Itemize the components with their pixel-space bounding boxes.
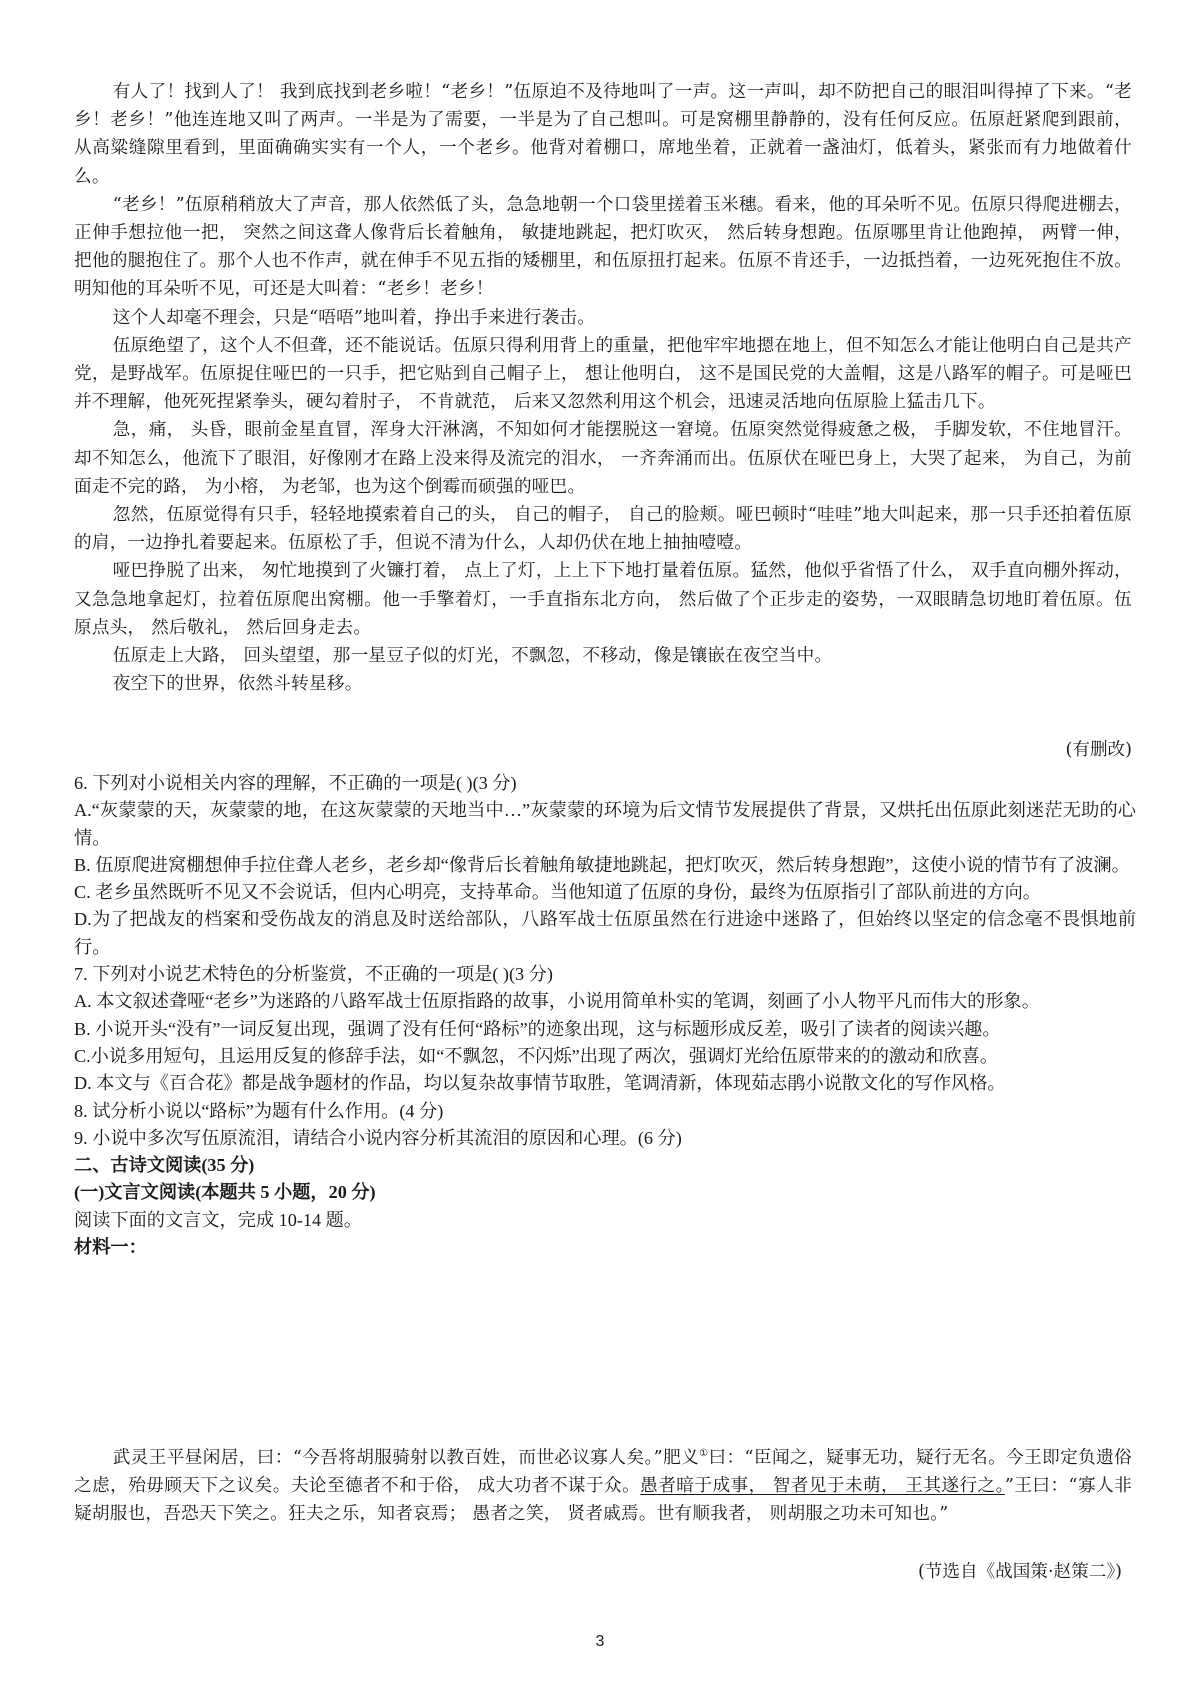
story-source-note: (有删改) bbox=[1065, 740, 1132, 760]
classical-text: ”王曰：“寡人非疑胡服也，吾恐天下笑之。狂夫之乐，知者哀焉； 愚者之笑， 贤者戚焉。世有顺我者， 则胡服之功未可知也。” bbox=[74, 1476, 1132, 1525]
story-paragraph: 这个人却毫不理会，只是“唔唔”地叫着，挣出手来进行袭击。 bbox=[112, 307, 596, 328]
question-7-option-b: B. 小说开头“没有”一词反复出现，强调了没有任何“路标”的迹象出现，这与标题形成反差，吸引了读者的阅读兴趣。 bbox=[74, 1018, 1001, 1039]
story-passage bbox=[74, 78, 1132, 698]
question-7-option-c: C.小说多用短句，且运用反复的修辞手法，如“不飘忽，不闪烁”出现了两次，强调灯光给伍原带来的的激动和欣喜。 bbox=[74, 1045, 999, 1066]
question-6-option-b: B. 伍原爬进窝棚想伸手拉住聋人老乡，老乡却“像背后长着触角敏捷地跳起，把灯吹灭，然后转身想跑”，这使小说的情节有了波澜。 bbox=[74, 854, 1130, 875]
story-paragraph: “老乡！”伍原稍稍放大了声音，那人依然低了头，急急地朝一个口袋里搓着玉米穗。看来，他的耳朵听不见。伍原只得爬进棚去，正伸手想拉他一把， 突然之间这聋人像背后长着触角， 敏捷地跳起，把灯吹灭， 然后转身想跑。伍原哪里肯让他跑掉， 两臂一伸，把他的腿抱住了。那个人也不作声，就在伸手不见五指的矮棚里，和伍原扭打起来。伍原不肯还手，一边抵挡着，一边死死抱住不放。明知他的耳朵听不见，可还是大叫着：“老乡！老乡！ bbox=[74, 194, 1132, 300]
story-paragraph: 哑巴挣脱了出来， 匆忙地摸到了火镰打着， 点上了灯，上上下下地打量着伍原。猛然，他似乎省悟了什么， 双手直向棚外挥动， 又急急地拿起灯，拉着伍原爬出窝棚。他一手擎着灯，一手直指东北方向， 然后做了个正步走的姿势，一双眼睛急切地盯着伍原。伍原点头， 然后敬礼， 然后回身走去。 bbox=[74, 561, 1132, 638]
question-list bbox=[74, 770, 1136, 1261]
classical-paragraph bbox=[74, 1440, 1132, 1528]
material-label: 材料一： bbox=[74, 1237, 147, 1258]
underlined-sentence: 愚者暗于成事， 智者见于未萌， 王其遂行之。 bbox=[640, 1476, 1005, 1497]
story-paragraph: 忽然，伍原觉得有只手，轻轻地摸索着自己的头， 自己的帽子， 自己的脸颊。哑巴顿时“哇哇”地大叫起来，那一只手还拍着伍原的肩，一边挣扎着要起来。伍原松了手，但说不清为什么，人却仍伏在地上抽抽噎噎。 bbox=[74, 505, 1132, 554]
question-6-option-a: A.“灰蒙蒙的天，灰蒙蒙的地，在这灰蒙蒙的天地当中…”灰蒙蒙的环境为后文情节发展提供了背景，又烘托出伍原此刻迷茫无助的心情。 bbox=[74, 800, 1136, 848]
footnote-marker: ① bbox=[699, 1448, 709, 1459]
story-paragraph: 夜空下的世界，依然斗转星移。 bbox=[112, 674, 363, 695]
question-7: 7. 下列对小说艺术特色的分析鉴赏，不正确的一项是( )(3 分) bbox=[74, 964, 553, 985]
subsection-heading: (一)文言文阅读(本题共 5 小题，20 分) bbox=[74, 1182, 376, 1203]
section-heading: 二、古诗文阅读(35 分) bbox=[74, 1155, 255, 1176]
story-paragraph: 有人了！找到人了！ 我到底找到老乡啦！“老乡！”伍原迫不及待地叫了一声。这一声叫，却不防把自己的眼泪叫得掉了下来。“老乡！老乡！”他连连地又叫了两声。一半是为了需要，一半是为了自己想叫。可是窝棚里静静的，没有任何反应。伍原赶紧爬到跟前，从高粱缝隙里看到，里面确确实实有一个人，一个老乡。他背对着棚口，席地坐着，正就着一盏油灯，低着头，紧张而有力地做着什么。 bbox=[74, 82, 1132, 187]
classical-text: 曰：“臣闻之，疑事无功，疑行无名。今王即定负遗俗之虑，殆毋顾天下之议矣。夫论至德者不和于俗， 成大功者不谋于众。 bbox=[74, 1447, 1133, 1497]
question-7-option-d: D. 本文与《百合花》都是战争题材的作品，均以复杂故事情节取胜，笔调清新，体现茹志鹃小说散文化的写作风格。 bbox=[74, 1073, 1006, 1094]
classical-source-note: (节选自《战国策·赵策二》) bbox=[917, 1562, 1122, 1582]
classical-text: 武灵王平昼闲居，曰：“今吾将胡服骑射以教百姓，而世必议寡人矣。”肥义 bbox=[112, 1447, 700, 1468]
question-6-option-c: C. 老乡虽然既听不见又不会说话，但内心明亮，支持革命。当他知道了伍原的身份，最终为伍原指引了部队前进的方向。 bbox=[74, 882, 1041, 903]
question-8: 8. 试分析小说以“路标”为题有什么作用。(4 分) bbox=[74, 1100, 444, 1121]
story-paragraph: 急，痛， 头昏，眼前金星直冒，浑身大汗淋漓，不知如何才能摆脱这一窘境。伍原突然觉得疲惫之极， 手脚发软，不住地冒汗。却不知怎么，他流下了眼泪，好像刚才在路上没来得及流完的泪水， 一齐奔涌而出。伍原伏在哑巴身上，大哭了起来， 为自己，为前面走不完的路， 为小榕， 为老邹，也为这个倒霉而硕强的哑巴。 bbox=[74, 420, 1132, 497]
page-number: 3 bbox=[595, 1633, 605, 1650]
question-6-option-d: D.为了把战友的档案和受伤战友的消息及时送给部队，八路军战士伍原虽然在行进途中迷路了，但始终以坚定的信念毫不畏惧地前行。 bbox=[74, 909, 1136, 957]
story-paragraph: 伍原走上大路， 回头望望，那一星豆子似的灯光，不飘忽，不移动，像是镶嵌在夜空当中。 bbox=[112, 646, 833, 667]
question-9: 9. 小说中多次写伍原流泪，请结合小说内容分析其流泪的原因和心理。(6 分) bbox=[74, 1127, 682, 1148]
question-6: 6. 下列对小说相关内容的理解，不正确的一项是( )(3 分) bbox=[74, 773, 517, 793]
section-instruction: 阅读下面的文言文，完成 10-14 题。 bbox=[74, 1209, 362, 1230]
classical-passage bbox=[74, 1440, 1132, 1528]
story-paragraph: 伍原绝望了，这个人不但聋，还不能说话。伍原只得利用背上的重量，把他牢牢地摁在地上，但不知怎么才能让他明白自己是共产党，是野战军。伍原捉住哑巴的一只手，把它贴到自己帽子上， 想让他明白， 这不是国民党的大盖帽，这是八路军的帽子。可是哑巴并不理解，他死死捏紧拳头，硬勾着肘子， 不肯就范， 后来又忽然利用这个机会，迅速灵活地向伍原脸上猛击几下。 bbox=[74, 335, 1132, 413]
question-7-option-a: A. 本文叙述聋哑“老乡”为迷路的八路军战士伍原指路的故事，小说用简单朴实的笔调，刻画了小人物平凡而伟大的形象。 bbox=[74, 991, 1040, 1012]
